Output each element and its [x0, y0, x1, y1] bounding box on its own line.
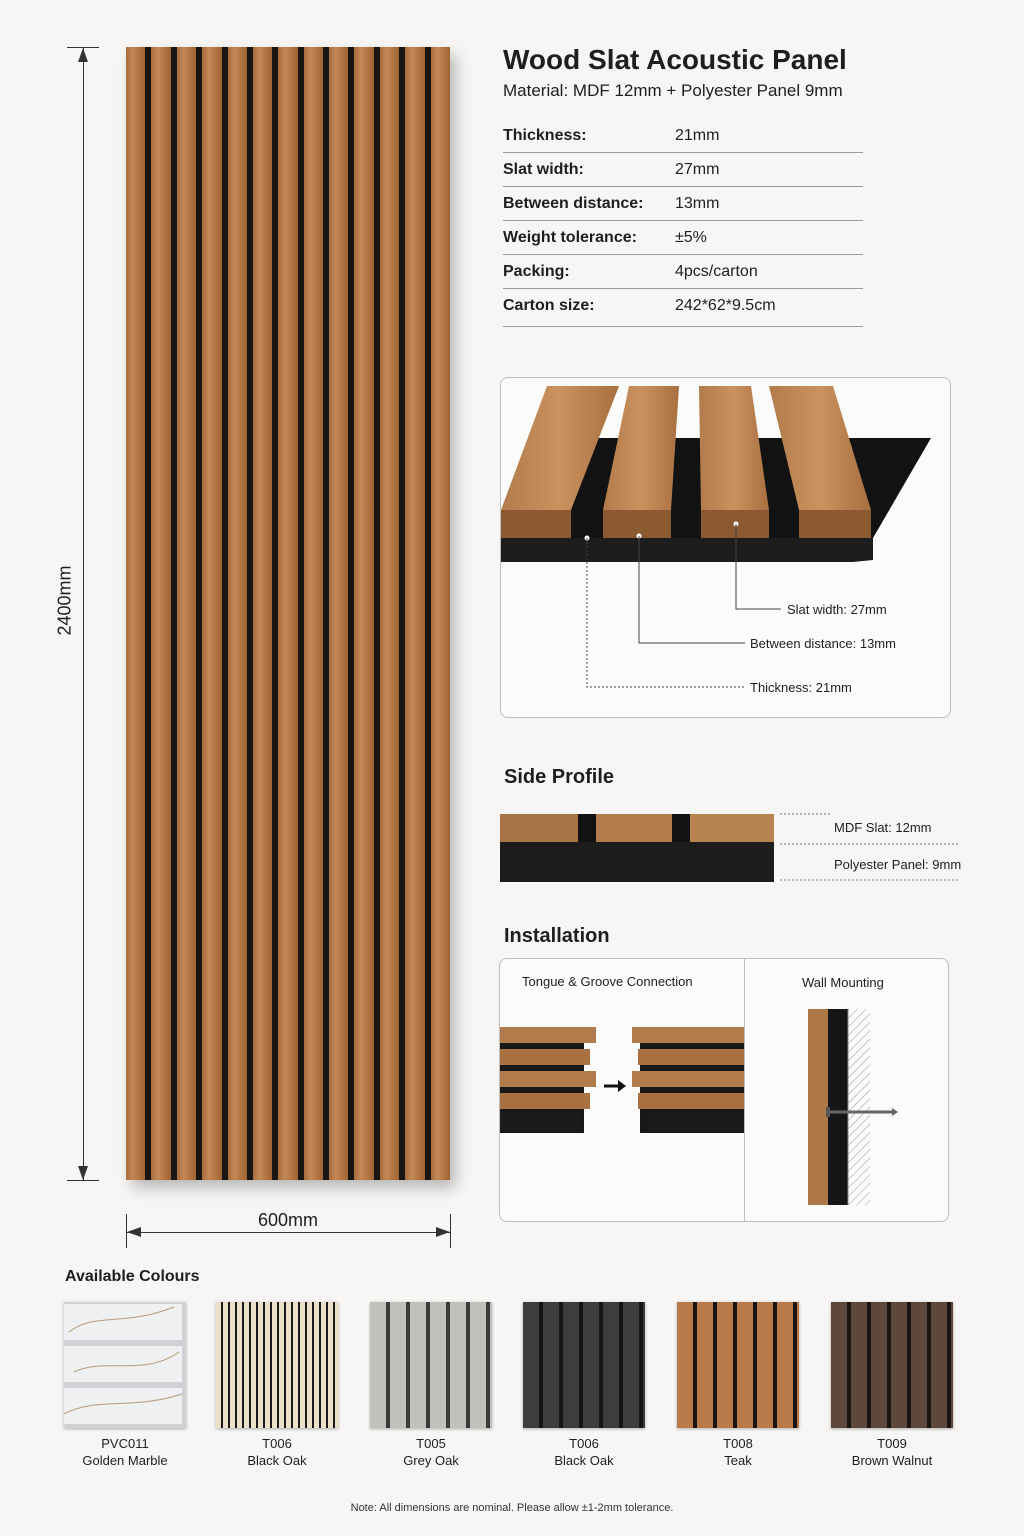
polyester-panel-label: Polyester Panel: 9mm [834, 857, 962, 872]
colour-swatch[interactable] [216, 1302, 338, 1428]
panel-slat [405, 47, 424, 1180]
panel-slat [177, 47, 196, 1180]
spec-row [503, 255, 863, 289]
thickness-callout: Thickness: 21mm [750, 680, 852, 695]
spec-row [503, 289, 863, 327]
swatch-name: Black Oak [247, 1453, 307, 1468]
slat-width-callout: Slat width: 27mm [787, 602, 887, 617]
spec-row [503, 221, 863, 255]
panel-slat [431, 47, 450, 1180]
panel-slat [151, 47, 170, 1180]
colour-swatch[interactable] [523, 1302, 645, 1428]
panel-slat [202, 47, 221, 1180]
spec-label: Weight tolerance: [503, 229, 637, 246]
spec-row [503, 119, 863, 153]
panel-slat [278, 47, 297, 1180]
swatch-code: T009 [877, 1436, 907, 1451]
mdf-slat-label: MDF Slat: 12mm [834, 820, 932, 835]
spec-label: Carton size: [503, 297, 595, 314]
width-label: 600mm [257, 1210, 319, 1230]
detail-box [500, 377, 951, 718]
panel-slat [354, 47, 373, 1180]
swatch-code: PVC011 [101, 1436, 149, 1451]
product-title: Wood Slat Acoustic Panel [503, 44, 847, 75]
slat-closeup-illustration [501, 378, 950, 717]
swatch-code: T006 [569, 1436, 599, 1451]
spec-value: 13mm [675, 195, 720, 212]
spec-value: ±5% [675, 229, 707, 246]
swatch-name: Teak [724, 1453, 752, 1468]
product-material: Material: MDF 12mm + Polyester Panel 9mm [503, 81, 843, 100]
tolerance-note: Note: All dimensions are nominal. Please allow ±1-2mm tolerance. [350, 1502, 674, 1514]
colour-swatch[interactable] [677, 1302, 799, 1428]
panel-slat [253, 47, 272, 1180]
swatch-name: Black Oak [554, 1453, 614, 1468]
installation-box [499, 958, 949, 1222]
side-profile-heading: Side Profile [504, 766, 615, 788]
spec-value: 242*62*9.5cm [675, 297, 776, 314]
colour-swatch[interactable] [831, 1302, 953, 1428]
acoustic-panel-image [126, 47, 450, 1180]
tongue-groove-label: Tongue & Groove Connection [522, 974, 693, 989]
wall-mounting-label: Wall Mounting [802, 975, 884, 990]
colour-swatch[interactable] [64, 1302, 186, 1428]
arrow-down-icon [78, 1166, 88, 1180]
spec-label: Slat width: [503, 161, 584, 178]
spec-label: Between distance: [503, 195, 644, 212]
swatch-name: Golden Marble [82, 1453, 168, 1468]
panel-slat [380, 47, 399, 1180]
spec-value: 27mm [675, 161, 720, 178]
spec-row [503, 187, 863, 221]
panel-slat [228, 47, 247, 1180]
spec-label: Thickness: [503, 127, 587, 144]
spec-row [503, 153, 863, 187]
colour-swatch[interactable] [370, 1302, 492, 1428]
height-label: 2400mm [54, 565, 75, 636]
height-dimension-tick-bottom [67, 1180, 99, 1181]
swatch-name: Brown Walnut [851, 1453, 933, 1468]
spec-value: 4pcs/carton [675, 263, 758, 280]
arrow-up-icon [78, 48, 88, 62]
panel-slat [329, 47, 348, 1180]
installation-heading: Installation [504, 925, 610, 947]
spec-label: Packing: [503, 263, 570, 280]
height-dimension-line [83, 47, 84, 1180]
swatch-name: Grey Oak [403, 1453, 459, 1468]
swatch-code: T008 [723, 1436, 753, 1451]
swatch-code: T005 [416, 1436, 446, 1451]
width-dimension-tick-right [450, 1214, 451, 1248]
panel-slat [304, 47, 323, 1180]
swatch-code: T006 [262, 1436, 292, 1451]
between-distance-callout: Between distance: 13mm [750, 636, 896, 651]
width-dimension-line [126, 1232, 450, 1233]
colours-heading: Available Colours [65, 1268, 200, 1285]
spec-value: 21mm [675, 127, 720, 144]
installation-illustration [500, 959, 948, 1221]
panel-slat [126, 47, 145, 1180]
